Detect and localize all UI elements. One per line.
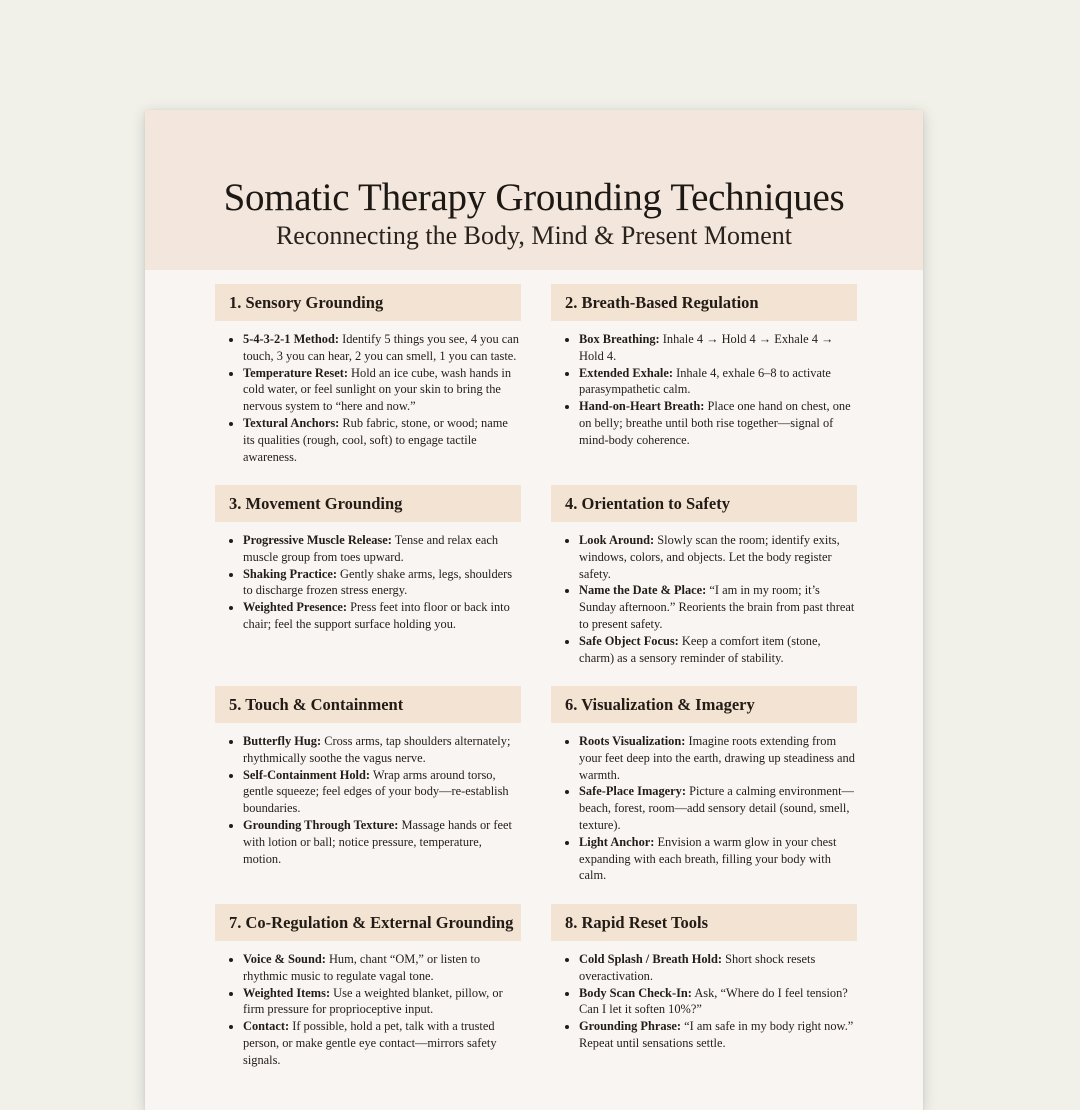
list-item — [565, 365, 857, 399]
item-text: Hold an ice cube, wash hands in cold water, or feel sunlight on your skin to bring the nervous system to “here and now.” — [243, 365, 512, 414]
list-item — [565, 985, 857, 1019]
section-breath-regulation — [551, 284, 857, 449]
item-text: Slowly scan the room; identify exits, windows, colors, and objects. Let the body register safety. — [579, 533, 840, 581]
page-subtitle: Reconnecting the Body, Mind & Present Moment — [275, 221, 793, 250]
list-item — [565, 1018, 857, 1052]
list-item — [565, 331, 857, 365]
list-item — [229, 733, 521, 767]
item-text: Hum, chant “OM,” or listen to rhythmic music to regulate vagal tone. — [243, 952, 481, 983]
item-label: Progressive Muscle Release: — [243, 533, 392, 547]
item-label: Name the Date & Place: — [579, 583, 707, 598]
item-label: Butterfly Hug: — [243, 734, 322, 748]
item-text: Rub fabric, stone, or wood; name its qualities (rough, cool, soft) to engage tactile awareness. — [243, 415, 508, 464]
list-item — [229, 415, 521, 465]
item-text: Place one hand on chest, one on belly; breathe until both rise together—signal of mind-body coherence. — [579, 399, 851, 447]
item-text: Use a weighted blanket, pillow, or firm pressure for proprioceptive input. — [243, 985, 503, 1017]
section-rapid-reset — [551, 904, 857, 1052]
list-item — [229, 331, 521, 365]
list-item — [229, 767, 521, 817]
item-label: Box Breathing: — [579, 332, 660, 346]
section-touch-containment — [215, 686, 521, 867]
item-text: Inhale 4, exhale 6–8 to activate parasympathetic calm. — [579, 365, 831, 397]
item-text: Keep a comfort item (stone, charm) as a sensory reminder of stability. — [579, 633, 821, 665]
item-text: Imagine roots extending from your feet deep into the earth, drawing up steadiness and warmth. — [579, 734, 855, 782]
list-item — [229, 365, 521, 415]
item-label: Safe Object Focus: — [579, 633, 679, 648]
item-label: Cold Splash / Breath Hold: — [579, 952, 722, 966]
item-text: If possible, hold a pet, talk with a trusted person, or make gentle eye contact—mirrors safety signals. — [243, 1019, 497, 1067]
item-text: Envision a warm glow in your chest expanding with each breath, filling your body with calm. — [579, 834, 837, 883]
list-item — [565, 733, 857, 783]
item-text: Short shock resets overactivation. — [579, 952, 816, 983]
item-label: Weighted Items: — [243, 985, 331, 1000]
item-label: Textural Anchors: — [243, 415, 340, 430]
list-item — [229, 817, 521, 867]
item-text: Tense and relax each muscle group from toes upward. — [243, 533, 499, 564]
item-text: “I am in my room; it’s Sunday afternoon.” Reorients the brain from past threat to present safety. — [579, 583, 855, 631]
handout-page — [145, 110, 923, 1110]
section-visualization-imagery — [551, 686, 857, 884]
list-item — [565, 582, 857, 632]
item-label: Weighted Presence: — [243, 600, 348, 615]
item-label: 5-4-3-2-1 Method: — [243, 332, 340, 346]
section-heading: 4. Orientation to Safety — [551, 485, 857, 522]
item-label: Shaking Practice: — [243, 566, 337, 581]
list-item — [229, 951, 521, 985]
page-title: Somatic Therapy Grounding Techniques — [223, 176, 845, 219]
section-heading: 6. Visualization & Imagery — [551, 686, 857, 723]
item-label: Extended Exhale: — [579, 365, 673, 380]
item-label: Body Scan Check-In: — [579, 985, 692, 1000]
section-heading: 3. Movement Grounding — [215, 485, 521, 522]
item-text: Identify 5 things you see, 4 you can touch, 3 you can hear, 2 you can smell, 1 you can taste. — [243, 332, 519, 363]
item-text: Picture a calming environment—beach, forest, room—add sensory detail (sound, smell, texture). — [579, 784, 854, 832]
technique-list — [551, 951, 857, 1052]
item-label: Self-Containment Hold: — [243, 767, 371, 782]
section-movement-grounding — [215, 485, 521, 633]
section-heading: 2. Breath-Based Regulation — [551, 284, 857, 321]
item-label: Light Anchor: — [579, 834, 655, 849]
list-item — [565, 834, 857, 884]
item-text: Wrap arms around torso, gentle squeeze; feel edges of your body—re-establish boundaries. — [243, 767, 509, 816]
technique-list — [551, 532, 857, 666]
item-label: Hand-on-Heart Breath: — [579, 399, 705, 414]
section-co-regulation — [215, 904, 521, 1069]
item-label: Safe-Place Imagery: — [579, 784, 686, 799]
item-label: Voice & Sound: — [243, 952, 326, 966]
list-item — [229, 985, 521, 1019]
list-item — [229, 532, 521, 566]
section-heading: 7. Co-Regulation & External Grounding — [215, 904, 521, 941]
item-text: Gently shake arms, legs, shoulders to discharge frozen stress energy. — [243, 566, 513, 598]
technique-list — [215, 733, 521, 867]
section-orientation-safety — [551, 485, 857, 666]
page-header — [145, 110, 923, 270]
technique-list — [551, 733, 857, 884]
item-label: Temperature Reset: — [243, 365, 348, 380]
item-text: Ask, “Where do I feel tension? Can I let it soften 10%?” — [579, 985, 848, 1017]
item-label: Contact: — [243, 1019, 290, 1034]
item-label: Grounding Phrase: — [579, 1019, 682, 1034]
list-item — [565, 783, 857, 833]
technique-list — [551, 331, 857, 449]
list-item — [229, 599, 521, 633]
section-heading: 1. Sensory Grounding — [215, 284, 521, 321]
item-label: Roots Visualization: — [579, 734, 686, 748]
technique-list — [215, 331, 521, 465]
list-item — [229, 1018, 521, 1068]
item-text: “I am safe in my body right now.” Repeat until sensations settle. — [579, 1019, 854, 1050]
item-text: Inhale 4 → Hold 4 → Exhale 4 → Hold 4. — [579, 332, 834, 363]
item-label: Look Around: — [579, 533, 655, 547]
item-label: Grounding Through Texture: — [243, 817, 399, 832]
list-item — [229, 566, 521, 600]
technique-list — [215, 532, 521, 633]
list-item — [565, 398, 857, 448]
list-item — [565, 532, 857, 582]
section-sensory-grounding — [215, 284, 521, 465]
section-heading: 8. Rapid Reset Tools — [551, 904, 857, 941]
list-item — [565, 951, 857, 985]
section-heading: 5. Touch & Containment — [215, 686, 521, 723]
item-text: Press feet into floor or back into chair; feel the support surface holding you. — [243, 600, 510, 631]
technique-list — [215, 951, 521, 1069]
item-text: Massage hands or feet with lotion or ball; notice pressure, temperature, motion. — [243, 817, 512, 866]
list-item — [565, 633, 857, 667]
item-text: Cross arms, tap shoulders alternately; rhythmically soothe the vagus nerve. — [243, 734, 511, 765]
